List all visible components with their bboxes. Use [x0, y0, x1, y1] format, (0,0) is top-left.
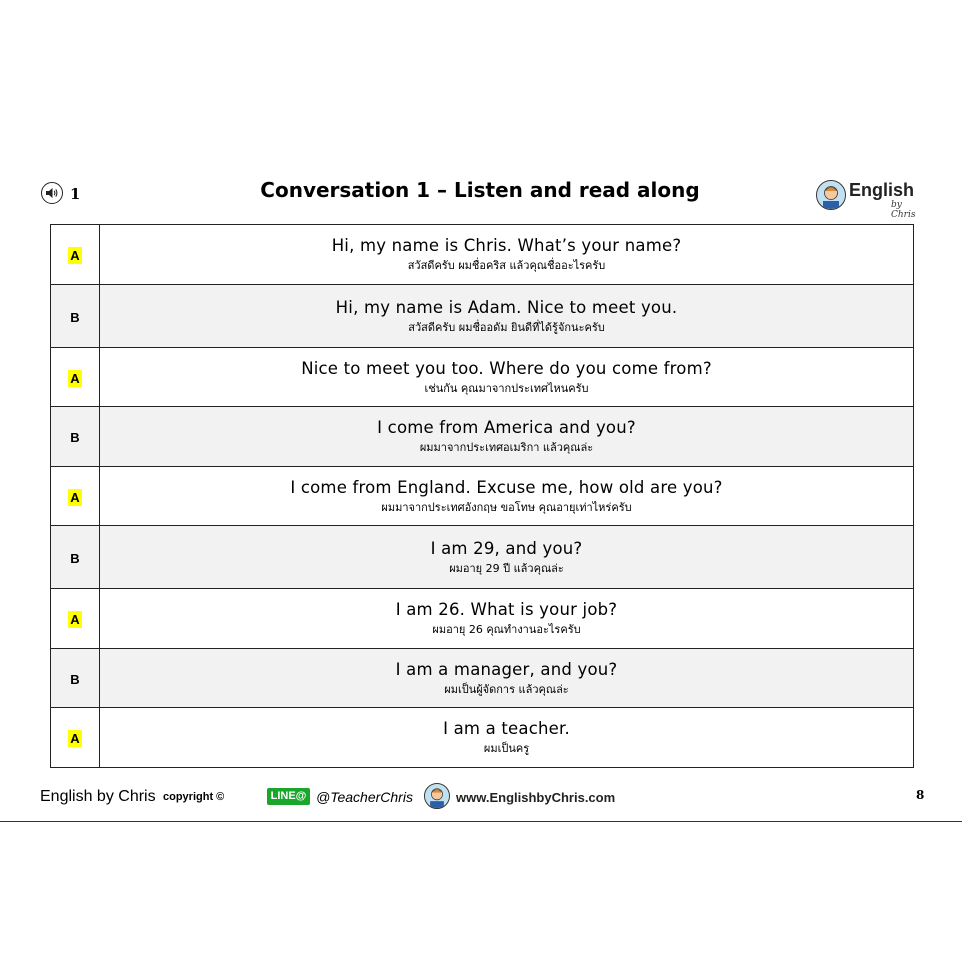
speaker-cell	[51, 348, 100, 407]
english-line: I come from America and you?	[377, 418, 636, 437]
thai-translation: ผมอายุ 26 คุณทำงานอะไรครับ	[432, 623, 581, 636]
copyright-notice: copyright ©	[163, 791, 225, 803]
track-number: 1	[70, 185, 81, 203]
speaker-cell	[51, 407, 100, 467]
teacher-avatar-icon	[816, 180, 846, 210]
speaker-label: B	[70, 550, 80, 566]
thai-translation: ผมมาจากประเทศอังกฤษ ขอโทษ คุณอายุเท่าไหร่ครับ	[381, 500, 632, 514]
thai-translation: สวัสดีครับ ผมชื่ออดัม ยินดีที่ได้รู้จักนะครับ	[408, 320, 605, 334]
teacher-avatar-icon	[424, 783, 450, 809]
english-line: Hi, my name is Adam. Nice to meet you.	[335, 297, 678, 317]
thai-translation: ผมเป็นครู	[483, 742, 530, 755]
thai-translation: เช่นกัน คุณมาจากประเทศไหนครับ	[424, 381, 589, 395]
speaker-label: B	[70, 430, 80, 445]
speaker-label: B	[70, 671, 80, 687]
line-cell	[100, 708, 914, 768]
thai-translation: ผมอายุ 29 ปี แล้วคุณล่ะ	[449, 561, 564, 575]
dialogue-table	[50, 224, 914, 768]
page-number: 8	[916, 788, 925, 802]
speaker-label: A	[70, 731, 80, 746]
speaker-icon[interactable]	[41, 182, 63, 204]
dialogue-row	[51, 285, 914, 348]
bottom-divider	[0, 821, 962, 822]
english-line: Hi, my name is Chris. What’s your name?	[331, 236, 682, 255]
brand-logo	[816, 178, 926, 218]
dialogue-row	[51, 649, 914, 708]
english-line: I come from England. Excuse me, how old are you?	[290, 477, 723, 497]
english-line: I am a manager, and you?	[395, 659, 618, 679]
footer-brand: English by Chris	[40, 788, 156, 805]
line-cell	[100, 589, 914, 649]
thai-translation: ผมมาจากประเทศอเมริกา แล้วคุณล่ะ	[419, 441, 594, 454]
speaker-cell	[51, 225, 100, 285]
logo-word: English	[849, 180, 915, 200]
speaker-cell	[51, 649, 100, 708]
line-cell	[100, 649, 914, 708]
english-line: I am 29, and you?	[430, 538, 583, 558]
line-cell	[100, 348, 914, 407]
speaker-label: A	[70, 248, 80, 263]
speaker-label: A	[70, 612, 80, 627]
dialogue-row	[51, 708, 914, 768]
speaker-cell	[51, 708, 100, 768]
line-cell	[100, 225, 914, 285]
speaker-cell	[51, 526, 100, 589]
dialogue-row	[51, 225, 914, 285]
dialogue-row	[51, 589, 914, 649]
line-cell	[100, 407, 914, 467]
website-link[interactable]: www.EnglishbyChris.com	[456, 790, 616, 805]
line-cell	[100, 467, 914, 526]
english-line: I am 26. What is your job?	[395, 600, 618, 619]
dialogue-row	[51, 348, 914, 407]
english-line: Nice to meet you too. Where do you come from?	[301, 358, 712, 378]
page-footer	[0, 782, 962, 814]
line-cell	[100, 526, 914, 589]
speaker-cell	[51, 285, 100, 348]
speaker-label: B	[70, 309, 80, 325]
speaker-cell	[51, 467, 100, 526]
page-title: Conversation 1 – Listen and read along	[260, 178, 700, 202]
logo-subtitle: by Chris	[891, 200, 916, 220]
thai-translation: ผมเป็นผู้จัดการ แล้วคุณล่ะ	[444, 682, 569, 696]
dialogue-row	[51, 526, 914, 589]
dialogue-row	[51, 467, 914, 526]
page-header	[0, 172, 962, 222]
line-cell	[100, 285, 914, 348]
dialogue-row	[51, 407, 914, 467]
speaker-cell	[51, 589, 100, 649]
line-handle[interactable]: @TeacherChris	[316, 789, 413, 805]
line-badge-icon: LINE@	[267, 788, 310, 805]
english-line: I am a teacher.	[443, 719, 570, 738]
speaker-label: A	[70, 489, 80, 505]
speaker-label: A	[70, 370, 80, 386]
thai-translation: สวัสดีครับ ผมชื่อคริส แล้วคุณชื่ออะไรครับ	[407, 259, 606, 272]
